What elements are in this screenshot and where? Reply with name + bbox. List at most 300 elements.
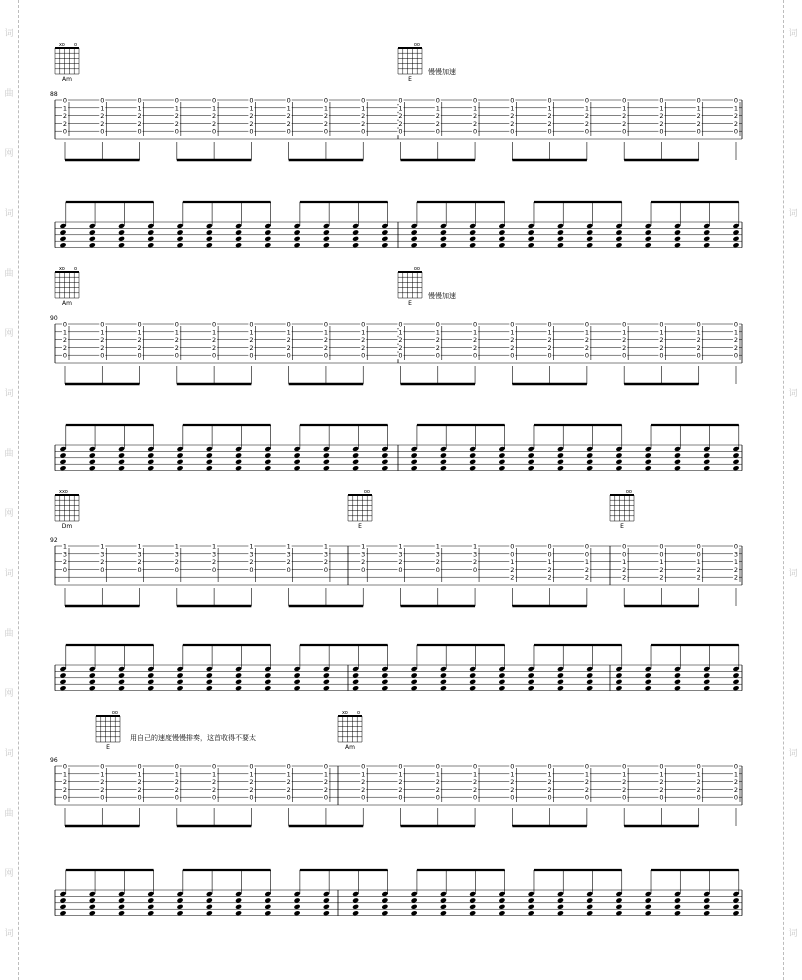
fret-number: 1 [323, 328, 329, 337]
fret-number: 2 [510, 785, 515, 794]
note-head [381, 465, 388, 471]
fret-number: 2 [510, 573, 515, 582]
note-head [674, 685, 681, 691]
note-head [177, 236, 184, 242]
fret-number: 2 [137, 785, 142, 794]
fret-number: 1 [472, 542, 478, 551]
fret-number: 2 [622, 112, 627, 121]
fret-number: 1 [249, 542, 254, 551]
note-head [615, 242, 622, 248]
fret-number: 2 [659, 112, 664, 121]
fret-number: 0 [62, 793, 68, 802]
note-head [147, 459, 154, 465]
note-head [732, 672, 739, 678]
note-head [674, 459, 681, 465]
fret-number: 2 [286, 336, 291, 345]
fret-number: 2 [286, 343, 291, 352]
fret-number: 2 [100, 112, 105, 121]
note-head [615, 679, 622, 685]
note-head [469, 666, 476, 672]
fret-number: 0 [361, 565, 366, 574]
fret-number: 0 [361, 320, 366, 329]
note-head [177, 446, 184, 452]
fret-number: 2 [696, 119, 701, 128]
fret-number: 2 [361, 112, 366, 121]
fret-number: 2 [435, 778, 440, 787]
bar-number: 96 [50, 757, 58, 764]
fret-number: 0 [733, 351, 739, 360]
note-head [586, 229, 593, 235]
fret-number: 1 [622, 558, 627, 567]
note-head [411, 904, 418, 910]
fret-number: 2 [733, 785, 739, 794]
note-head [411, 666, 418, 672]
note-head [381, 679, 388, 685]
note-head [264, 672, 271, 678]
note-head [206, 242, 213, 248]
note-head [645, 465, 652, 471]
fret-number: 2 [398, 343, 403, 352]
fret-number: 2 [659, 778, 664, 787]
note-head [323, 452, 330, 458]
note-head [264, 904, 271, 910]
note-head [59, 242, 66, 248]
fret-number: 2 [137, 336, 142, 345]
note-head [586, 904, 593, 910]
note-head [674, 452, 681, 458]
fret-number: 0 [398, 127, 403, 136]
note-head [469, 672, 476, 678]
note-head [147, 446, 154, 452]
note-head [732, 891, 739, 897]
note-head [352, 223, 359, 229]
note-head [294, 223, 301, 229]
note-head [645, 459, 652, 465]
fret-number: 3 [286, 550, 291, 559]
fret-number: 0 [659, 793, 664, 802]
fret-number: 0 [174, 565, 179, 574]
note-head [528, 242, 535, 248]
fret-number: 2 [510, 336, 515, 345]
fret-number: 2 [137, 778, 142, 787]
fret-number: 3 [435, 550, 440, 559]
note-head [177, 452, 184, 458]
fret-number: 0 [361, 351, 366, 360]
note-head [59, 910, 66, 916]
note-head [118, 465, 125, 471]
note-head [645, 904, 652, 910]
chord-open-marks: oo [413, 42, 420, 48]
fret-number: 1 [212, 542, 217, 551]
fret-number: 2 [472, 336, 478, 345]
watermark-char: 曲 [4, 269, 14, 279]
note-head [703, 672, 710, 678]
note-head [469, 236, 476, 242]
note-head [615, 897, 622, 903]
note-head [177, 897, 184, 903]
note-head [59, 459, 66, 465]
fret-number: 2 [212, 558, 217, 567]
note-head [528, 679, 535, 685]
fret-number: 1 [212, 104, 217, 113]
fret-number: 1 [137, 328, 142, 337]
note-head [177, 465, 184, 471]
note-head [528, 459, 535, 465]
chord-open-marks: o [356, 710, 360, 716]
fret-number: 2 [733, 573, 739, 582]
note-head [557, 904, 564, 910]
note-head [177, 242, 184, 248]
fret-number: 0 [733, 762, 739, 771]
note-head [732, 910, 739, 916]
chord-name: Dm [61, 523, 73, 530]
note-head [557, 897, 564, 903]
note-head [732, 446, 739, 452]
fret-number: 2 [547, 336, 552, 345]
fret-number: 2 [547, 573, 552, 582]
note-head [732, 666, 739, 672]
fret-number: 2 [62, 558, 68, 567]
note-head [703, 223, 710, 229]
fret-number: 0 [62, 351, 68, 360]
watermark-char: 网 [4, 509, 14, 519]
watermark-char: 词 [4, 929, 14, 939]
fret-number: 1 [472, 328, 478, 337]
note-head [586, 236, 593, 242]
note-head [177, 891, 184, 897]
fret-number: 2 [174, 558, 179, 567]
tempo-annotation: 慢慢加速 [428, 292, 456, 300]
chord-name: Am [345, 744, 355, 751]
note-head [645, 446, 652, 452]
fret-number: 1 [584, 770, 589, 779]
note-head [732, 242, 739, 248]
tempo-annotation: 用自己的速度慢慢排奏，这首收得不要太 [130, 734, 256, 742]
fret-number: 2 [323, 558, 329, 567]
note-head [147, 672, 154, 678]
fret-number: 1 [622, 770, 627, 779]
note-head [89, 452, 96, 458]
fret-number: 0 [547, 762, 552, 771]
note-head [411, 891, 418, 897]
fret-number: 2 [696, 573, 701, 582]
note-head [177, 223, 184, 229]
fret-number: 0 [100, 762, 105, 771]
note-head [469, 452, 476, 458]
fret-number: 2 [696, 565, 701, 574]
note-head [703, 666, 710, 672]
fret-number: 2 [733, 565, 739, 574]
note-head [615, 229, 622, 235]
fret-number: 0 [323, 565, 329, 574]
fret-number: 2 [696, 778, 701, 787]
note-head [352, 891, 359, 897]
watermark-char: 词 [788, 929, 798, 939]
fret-number: 1 [472, 770, 478, 779]
fret-number: 0 [659, 762, 664, 771]
chord-mute-marks: xxo [59, 489, 68, 495]
note-head [440, 666, 447, 672]
note-head [674, 666, 681, 672]
note-head [586, 910, 593, 916]
fret-number: 2 [137, 112, 142, 121]
note-head [323, 465, 330, 471]
note-head [469, 465, 476, 471]
fret-number: 2 [472, 778, 478, 787]
note-head [498, 897, 505, 903]
chord-mute-marks: xo [59, 266, 65, 272]
note-head [294, 465, 301, 471]
watermark-char: 词 [4, 209, 14, 219]
fret-number: 1 [584, 558, 589, 567]
note-head [89, 229, 96, 235]
fret-number: 2 [472, 343, 478, 352]
note-head [177, 459, 184, 465]
note-head [206, 904, 213, 910]
note-head [381, 236, 388, 242]
note-head [469, 685, 476, 691]
note-head [703, 242, 710, 248]
note-head [89, 223, 96, 229]
note-head [528, 446, 535, 452]
fret-number: 1 [510, 558, 515, 567]
note-head [59, 679, 66, 685]
note-head [235, 223, 242, 229]
note-head [440, 242, 447, 248]
fret-number: 1 [435, 328, 440, 337]
note-head [732, 452, 739, 458]
fret-number: 1 [584, 328, 589, 337]
note-head [323, 446, 330, 452]
fret-number: 0 [286, 565, 291, 574]
fret-number: 0 [696, 320, 701, 329]
bar-number: 88 [50, 91, 58, 98]
note-head [469, 242, 476, 248]
fret-number: 0 [286, 96, 291, 105]
note-head [615, 465, 622, 471]
note-head [674, 910, 681, 916]
fret-number: 0 [659, 320, 664, 329]
fret-number: 0 [696, 762, 701, 771]
note-head [147, 891, 154, 897]
fret-number: 1 [547, 328, 552, 337]
note-head [411, 446, 418, 452]
note-head [528, 229, 535, 235]
note-head [147, 685, 154, 691]
note-head [615, 446, 622, 452]
bar-number: 90 [50, 315, 58, 322]
fret-number: 2 [323, 336, 329, 345]
fret-number: 2 [696, 343, 701, 352]
note-head [206, 459, 213, 465]
watermark-char: 网 [4, 329, 14, 339]
fret-number: 2 [510, 119, 515, 128]
fret-number: 1 [435, 770, 440, 779]
fret-number: 1 [435, 542, 440, 551]
fret-number: 2 [659, 343, 664, 352]
note-head [557, 672, 564, 678]
note-head [235, 672, 242, 678]
fret-number: 1 [659, 558, 664, 567]
note-head [118, 679, 125, 685]
fret-number: 0 [584, 96, 589, 105]
fret-number: 2 [212, 336, 217, 345]
fret-number: 1 [62, 104, 68, 113]
fret-number: 2 [510, 112, 515, 121]
note-head [615, 891, 622, 897]
fret-number: 0 [435, 793, 440, 802]
note-head [498, 229, 505, 235]
fret-number: 2 [62, 336, 68, 345]
fret-number: 0 [733, 320, 739, 329]
note-head [294, 685, 301, 691]
note-head [674, 229, 681, 235]
note-head [381, 685, 388, 691]
fret-number: 2 [249, 778, 254, 787]
note-head [528, 897, 535, 903]
fret-number: 2 [174, 119, 179, 128]
fret-number: 1 [286, 104, 291, 113]
fret-number: 0 [137, 565, 142, 574]
note-head [206, 465, 213, 471]
fret-number: 2 [249, 336, 254, 345]
note-head [528, 904, 535, 910]
note-head [528, 465, 535, 471]
fret-number: 1 [62, 542, 68, 551]
fret-number: 2 [472, 119, 478, 128]
fret-number: 1 [398, 542, 403, 551]
note-head [381, 672, 388, 678]
fret-number: 0 [323, 351, 329, 360]
note-head [147, 897, 154, 903]
fret-number: 1 [733, 104, 739, 113]
fret-number: 1 [100, 104, 105, 113]
fret-number: 1 [547, 558, 552, 567]
fret-number: 2 [398, 785, 403, 794]
fret-number: 0 [547, 127, 552, 136]
fret-number: 0 [212, 127, 217, 136]
fret-number: 2 [622, 119, 627, 128]
note-head [59, 685, 66, 691]
fret-number: 0 [584, 351, 589, 360]
fret-number: 2 [174, 336, 179, 345]
note-head [352, 666, 359, 672]
note-head [264, 229, 271, 235]
fret-number: 2 [174, 112, 179, 121]
fret-number: 0 [547, 542, 552, 551]
note-head [615, 904, 622, 910]
fret-number: 2 [622, 565, 627, 574]
fret-number: 1 [286, 542, 291, 551]
note-head [118, 459, 125, 465]
fret-number: 0 [510, 542, 515, 551]
note-head [615, 223, 622, 229]
fret-number: 2 [584, 573, 589, 582]
fret-number: 0 [510, 96, 515, 105]
note-head [469, 679, 476, 685]
fret-number: 2 [472, 112, 478, 121]
fret-number: 2 [174, 343, 179, 352]
note-head [235, 452, 242, 458]
note-head [89, 685, 96, 691]
fret-number: 2 [659, 336, 664, 345]
note-head [615, 452, 622, 458]
note-head [674, 236, 681, 242]
fret-number: 0 [100, 565, 105, 574]
fret-number: 3 [361, 550, 366, 559]
fret-number: 2 [323, 119, 329, 128]
chord-name: Am [62, 300, 72, 307]
note-head [59, 666, 66, 672]
note-head [469, 229, 476, 235]
fret-number: 0 [100, 96, 105, 105]
note-head [206, 679, 213, 685]
fret-number: 0 [696, 793, 701, 802]
fret-number: 0 [249, 127, 254, 136]
fret-number: 0 [174, 793, 179, 802]
note-head [206, 452, 213, 458]
fret-number: 1 [361, 328, 366, 337]
chord-open-marks: o [73, 42, 77, 48]
fret-number: 2 [249, 785, 254, 794]
fret-number: 3 [137, 550, 142, 559]
note-head [147, 904, 154, 910]
note-head [294, 229, 301, 235]
note-head [703, 679, 710, 685]
fret-number: 0 [174, 351, 179, 360]
fret-number: 2 [659, 785, 664, 794]
fret-number: 2 [547, 119, 552, 128]
note-head [323, 904, 330, 910]
note-head [118, 897, 125, 903]
note-head [674, 672, 681, 678]
note-head [645, 891, 652, 897]
fret-number: 2 [510, 565, 515, 574]
note-head [645, 452, 652, 458]
fret-number: 0 [212, 793, 217, 802]
fret-number: 0 [323, 793, 329, 802]
note-head [323, 242, 330, 248]
note-head [177, 229, 184, 235]
chord-open-marks: oo [413, 266, 420, 272]
note-head [294, 452, 301, 458]
note-head [586, 666, 593, 672]
note-head [411, 459, 418, 465]
fret-number: 3 [398, 550, 403, 559]
fret-number: 2 [249, 558, 254, 567]
note-head [411, 910, 418, 916]
note-head [147, 229, 154, 235]
fret-number: 0 [733, 542, 739, 551]
note-head [732, 459, 739, 465]
fret-number: 0 [472, 351, 478, 360]
fret-number: 2 [323, 778, 329, 787]
fret-number: 0 [435, 351, 440, 360]
note-head [528, 666, 535, 672]
fret-number: 1 [510, 328, 515, 337]
fret-number: 2 [547, 112, 552, 121]
fret-number: 0 [622, 351, 627, 360]
note-head [732, 229, 739, 235]
note-head [411, 465, 418, 471]
note-head [323, 910, 330, 916]
fret-number: 2 [622, 778, 627, 787]
note-head [352, 685, 359, 691]
fret-number: 0 [472, 320, 478, 329]
note-head [440, 459, 447, 465]
fret-number: 1 [547, 104, 552, 113]
note-head [59, 465, 66, 471]
